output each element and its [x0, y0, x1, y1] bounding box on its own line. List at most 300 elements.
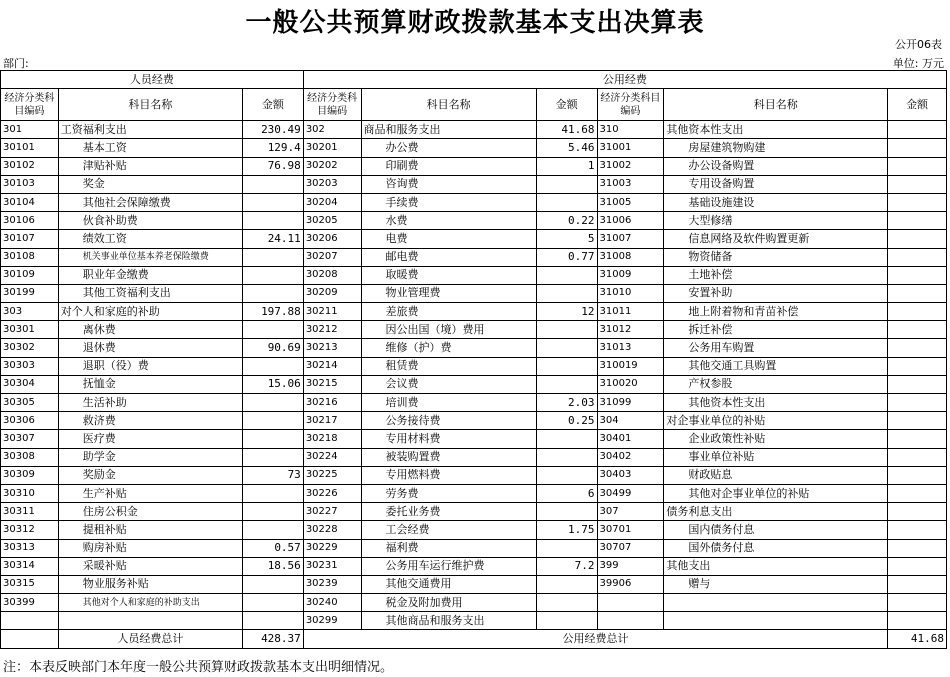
row-name: 对个人和家庭的补助	[58, 303, 242, 321]
row-code: 30302	[1, 339, 59, 357]
row-code: 30401	[597, 430, 664, 448]
table-row	[1, 503, 947, 521]
row-name: 手续费	[361, 193, 536, 211]
row-amount	[888, 594, 947, 612]
row-amount	[888, 284, 947, 302]
row-name: 公务用车运行维护费	[361, 557, 536, 575]
row-name: 伙食补助费	[58, 212, 242, 230]
footnote: 注：本表反映部门本年度一般公共预算财政拨款基本支出明细情况。	[3, 660, 394, 675]
row-amount	[888, 266, 947, 284]
row-name: 专用设备购置	[664, 175, 888, 193]
row-amount	[888, 430, 947, 448]
row-amount: 7.2	[536, 557, 597, 575]
col-code-2: 经济分类科目编码	[303, 89, 361, 121]
row-name: 物资储备	[664, 248, 888, 266]
row-code: 30305	[1, 394, 59, 412]
row-name: 住房公积金	[58, 503, 242, 521]
row-code: 30101	[1, 139, 59, 157]
row-name: 劳务费	[361, 484, 536, 502]
table-row	[1, 230, 947, 248]
row-name: 土地补偿	[664, 266, 888, 284]
row-amount	[888, 612, 947, 630]
col-name-3: 科目名称	[664, 89, 888, 121]
row-amount	[888, 521, 947, 539]
row-code: 30104	[1, 193, 59, 211]
col-amount-3: 金额	[888, 89, 947, 121]
row-amount	[888, 357, 947, 375]
row-name: 房屋建筑物购建	[664, 139, 888, 157]
row-amount: 24.11	[243, 230, 304, 248]
row-code: 31008	[597, 248, 664, 266]
row-amount	[888, 339, 947, 357]
row-amount: 1.75	[536, 521, 597, 539]
table-row	[1, 484, 947, 502]
row-code: 30239	[303, 575, 361, 593]
dept-row	[0, 52, 950, 70]
row-name: 公务用车购置	[664, 339, 888, 357]
row-amount	[888, 412, 947, 430]
row-code: 30108	[1, 248, 59, 266]
row-amount	[536, 284, 597, 302]
form-number: 公开06表	[895, 38, 942, 51]
row-amount	[243, 484, 304, 502]
row-amount	[888, 157, 947, 175]
row-code: 30218	[303, 430, 361, 448]
row-name: 抚恤金	[58, 375, 242, 393]
row-amount	[888, 303, 947, 321]
row-code: 310	[597, 121, 664, 139]
public-total-amount: 41.68	[888, 630, 947, 648]
row-name: 专用材料费	[361, 430, 536, 448]
row-code: 30199	[1, 284, 59, 302]
row-amount	[536, 175, 597, 193]
row-amount: 0.57	[243, 539, 304, 557]
row-code: 31002	[597, 157, 664, 175]
row-name: 电费	[361, 230, 536, 248]
row-code: 30228	[303, 521, 361, 539]
row-code: 30214	[303, 357, 361, 375]
row-amount: 230.49	[243, 121, 304, 139]
row-name: 水费	[361, 212, 536, 230]
table-row	[1, 430, 947, 448]
row-amount	[536, 321, 597, 339]
row-amount	[888, 175, 947, 193]
row-name: 办公设备购置	[664, 157, 888, 175]
row-amount: 197.88	[243, 303, 304, 321]
row-name: 地上附着物和青苗补偿	[664, 303, 888, 321]
row-amount: 1	[536, 157, 597, 175]
table-row	[1, 557, 947, 575]
table-row	[1, 466, 947, 484]
table-row	[1, 175, 947, 193]
row-name: 津贴补贴	[58, 157, 242, 175]
row-code: 30229	[303, 539, 361, 557]
row-name	[664, 594, 888, 612]
row-name: 取暖费	[361, 266, 536, 284]
row-amount	[536, 466, 597, 484]
row-name: 拆迁补偿	[664, 321, 888, 339]
row-name: 购房补贴	[58, 539, 242, 557]
row-name: 债务利息支出	[664, 503, 888, 521]
row-code: 30109	[1, 266, 59, 284]
row-amount: 2.03	[536, 394, 597, 412]
row-name: 其他对个人和家庭的补助支出	[58, 594, 242, 612]
row-code: 31012	[597, 321, 664, 339]
row-code: 30499	[597, 484, 664, 502]
row-amount: 6	[536, 484, 597, 502]
row-name: 大型修缮	[664, 212, 888, 230]
row-name: 提租补贴	[58, 521, 242, 539]
row-amount	[243, 212, 304, 230]
table-row	[1, 575, 947, 593]
table-row	[1, 193, 947, 211]
row-name: 事业单位补贴	[664, 448, 888, 466]
row-name: 安置补助	[664, 284, 888, 302]
row-code: 30701	[597, 521, 664, 539]
row-code: 30203	[303, 175, 361, 193]
row-code: 30227	[303, 503, 361, 521]
row-amount	[888, 557, 947, 575]
row-code: 30201	[303, 139, 361, 157]
row-amount	[243, 412, 304, 430]
row-name: 职业年金缴费	[58, 266, 242, 284]
row-code: 30312	[1, 521, 59, 539]
row-amount	[243, 521, 304, 539]
row-name: 赠与	[664, 575, 888, 593]
row-code: 31005	[597, 193, 664, 211]
row-amount	[536, 539, 597, 557]
row-amount	[536, 575, 597, 593]
row-amount: 76.98	[243, 157, 304, 175]
table-row	[1, 594, 947, 612]
row-amount: 15.06	[243, 375, 304, 393]
row-code: 30399	[1, 594, 59, 612]
row-name: 商品和服务支出	[361, 121, 536, 139]
row-code: 30304	[1, 375, 59, 393]
row-amount: 12	[536, 303, 597, 321]
column-header-row	[1, 89, 947, 121]
row-code: 310020	[597, 375, 664, 393]
row-amount	[243, 594, 304, 612]
table-row	[1, 375, 947, 393]
row-amount	[243, 248, 304, 266]
row-name: 退休费	[58, 339, 242, 357]
row-code	[1, 612, 59, 630]
row-code	[597, 594, 664, 612]
row-name: 助学金	[58, 448, 242, 466]
row-code: 310019	[597, 357, 664, 375]
row-name: 因公出国（境）费用	[361, 321, 536, 339]
row-code: 30212	[303, 321, 361, 339]
page-title: 一般公共预算财政拨款基本支出决算表	[245, 8, 705, 38]
row-name: 物业服务补贴	[58, 575, 242, 593]
row-code: 30313	[1, 539, 59, 557]
row-code: 30213	[303, 339, 361, 357]
row-amount	[243, 284, 304, 302]
row-code	[597, 612, 664, 630]
row-code: 30103	[1, 175, 59, 193]
row-code: 307	[597, 503, 664, 521]
row-amount	[243, 448, 304, 466]
row-amount	[536, 594, 597, 612]
row-name: 产权参股	[664, 375, 888, 393]
row-code: 30226	[303, 484, 361, 502]
row-code: 30311	[1, 503, 59, 521]
row-code: 301	[1, 121, 59, 139]
row-amount	[888, 230, 947, 248]
row-name: 办公费	[361, 139, 536, 157]
row-name: 公务接待费	[361, 412, 536, 430]
row-amount	[243, 503, 304, 521]
row-amount	[243, 321, 304, 339]
row-name: 救济费	[58, 412, 242, 430]
row-name: 离休费	[58, 321, 242, 339]
row-name: 生产补贴	[58, 484, 242, 502]
row-code: 304	[597, 412, 664, 430]
row-name: 其他交通费用	[361, 575, 536, 593]
row-amount	[243, 575, 304, 593]
row-amount	[536, 612, 597, 630]
row-amount: 0.25	[536, 412, 597, 430]
col-amount-1: 金额	[243, 89, 304, 121]
unit-label: 单位: 万元	[892, 57, 944, 70]
table-row	[1, 339, 947, 357]
section-personnel: 人员经费	[1, 71, 304, 89]
row-amount	[888, 321, 947, 339]
row-code: 31006	[597, 212, 664, 230]
row-code: 31099	[597, 394, 664, 412]
dept-label: 部门:	[3, 57, 29, 70]
row-code: 31003	[597, 175, 664, 193]
row-code: 302	[303, 121, 361, 139]
row-code: 30211	[303, 303, 361, 321]
row-amount	[888, 575, 947, 593]
row-name: 国外债务付息	[664, 539, 888, 557]
row-name: 信息网络及软件购置更新	[664, 230, 888, 248]
row-amount	[536, 357, 597, 375]
row-amount: 5	[536, 230, 597, 248]
row-code: 31007	[597, 230, 664, 248]
row-amount: 90.69	[243, 339, 304, 357]
row-amount: 73	[243, 466, 304, 484]
row-code: 30107	[1, 230, 59, 248]
row-name: 被装购置费	[361, 448, 536, 466]
table-row	[1, 248, 947, 266]
row-code: 30308	[1, 448, 59, 466]
row-name: 税金及附加费用	[361, 594, 536, 612]
row-amount	[536, 430, 597, 448]
row-amount	[888, 193, 947, 211]
row-code: 30208	[303, 266, 361, 284]
row-code: 31010	[597, 284, 664, 302]
row-code: 30204	[303, 193, 361, 211]
row-name: 基本工资	[58, 139, 242, 157]
col-amount-2: 金额	[536, 89, 597, 121]
row-name: 企业政策性补贴	[664, 430, 888, 448]
row-code: 30310	[1, 484, 59, 502]
row-name: 其他工资福利支出	[58, 284, 242, 302]
table-row	[1, 521, 947, 539]
row-code: 31009	[597, 266, 664, 284]
row-name: 基础设施建设	[664, 193, 888, 211]
row-amount	[243, 266, 304, 284]
row-name: 会议费	[361, 375, 536, 393]
row-code: 30707	[597, 539, 664, 557]
row-code: 30106	[1, 212, 59, 230]
row-name: 医疗费	[58, 430, 242, 448]
row-amount	[536, 375, 597, 393]
table-row	[1, 212, 947, 230]
row-amount	[243, 357, 304, 375]
row-code: 30402	[597, 448, 664, 466]
table-row	[1, 139, 947, 157]
row-name: 租赁费	[361, 357, 536, 375]
col-name-1: 科目名称	[58, 89, 242, 121]
row-code: 30206	[303, 230, 361, 248]
row-name: 其他资本性支出	[664, 121, 888, 139]
row-code: 30299	[303, 612, 361, 630]
row-name: 国内债务付息	[664, 521, 888, 539]
table-row	[1, 394, 947, 412]
row-code: 30216	[303, 394, 361, 412]
row-name: 维修（护）费	[361, 339, 536, 357]
table-row	[1, 321, 947, 339]
row-code: 30314	[1, 557, 59, 575]
row-code: 39906	[597, 575, 664, 593]
col-code-1: 经济分类科目编码	[1, 89, 59, 121]
row-amount	[536, 339, 597, 357]
row-code: 31011	[597, 303, 664, 321]
row-amount	[888, 484, 947, 502]
row-code: 30224	[303, 448, 361, 466]
row-amount	[888, 248, 947, 266]
row-amount: 0.77	[536, 248, 597, 266]
row-amount: 41.68	[536, 121, 597, 139]
row-name: 培训费	[361, 394, 536, 412]
row-name: 其他对企事业单位的补贴	[664, 484, 888, 502]
table-row	[1, 266, 947, 284]
row-code: 30225	[303, 466, 361, 484]
row-name: 财政贴息	[664, 466, 888, 484]
row-code: 30231	[303, 557, 361, 575]
col-name-2: 科目名称	[361, 89, 536, 121]
row-name: 其他交通工具购置	[664, 357, 888, 375]
row-amount	[536, 266, 597, 284]
row-name: 工资福利支出	[58, 121, 242, 139]
row-name: 奖励金	[58, 466, 242, 484]
row-code: 30202	[303, 157, 361, 175]
row-name	[58, 612, 242, 630]
row-amount	[243, 612, 304, 630]
row-name: 生活补助	[58, 394, 242, 412]
totals-row	[1, 630, 947, 648]
row-amount	[243, 394, 304, 412]
row-amount: 18.56	[243, 557, 304, 575]
row-amount	[243, 175, 304, 193]
row-amount	[888, 375, 947, 393]
row-code: 30102	[1, 157, 59, 175]
expenditure-table	[0, 70, 947, 649]
row-code: 30307	[1, 430, 59, 448]
row-code: 30315	[1, 575, 59, 593]
row-amount	[888, 121, 947, 139]
public-total-label: 公用经费总计	[303, 630, 887, 648]
row-code: 303	[1, 303, 59, 321]
row-name: 工会经费	[361, 521, 536, 539]
row-code: 30403	[597, 466, 664, 484]
row-name: 物业管理费	[361, 284, 536, 302]
row-code: 30217	[303, 412, 361, 430]
row-code: 30306	[1, 412, 59, 430]
row-name: 其他社会保障缴费	[58, 193, 242, 211]
row-code: 399	[597, 557, 664, 575]
row-code: 31013	[597, 339, 664, 357]
personnel-total-label: 人员经费总计	[58, 630, 242, 648]
row-name: 差旅费	[361, 303, 536, 321]
row-code: 31001	[597, 139, 664, 157]
table-row	[1, 357, 947, 375]
row-name: 绩效工资	[58, 230, 242, 248]
row-amount	[888, 466, 947, 484]
table-row	[1, 412, 947, 430]
row-name: 机关事业单位基本养老保险缴费	[58, 248, 242, 266]
row-code: 30240	[303, 594, 361, 612]
row-name: 退职（役）费	[58, 357, 242, 375]
row-code: 30301	[1, 321, 59, 339]
row-amount: 129.4	[243, 139, 304, 157]
row-amount	[243, 430, 304, 448]
row-amount	[888, 212, 947, 230]
row-name: 采暖补贴	[58, 557, 242, 575]
row-name: 咨询费	[361, 175, 536, 193]
table-row	[1, 303, 947, 321]
row-amount	[536, 448, 597, 466]
row-name: 委托业务费	[361, 503, 536, 521]
row-code: 30205	[303, 212, 361, 230]
row-amount: 0.22	[536, 212, 597, 230]
row-code: 30303	[1, 357, 59, 375]
row-amount	[888, 394, 947, 412]
row-code: 30207	[303, 248, 361, 266]
row-amount	[536, 503, 597, 521]
row-name: 其他商品和服务支出	[361, 612, 536, 630]
table-row	[1, 612, 947, 630]
row-name: 其他支出	[664, 557, 888, 575]
row-name: 其他资本性支出	[664, 394, 888, 412]
personnel-total-amount: 428.37	[243, 630, 304, 648]
row-name: 福利费	[361, 539, 536, 557]
row-code: 30215	[303, 375, 361, 393]
row-amount: 5.46	[536, 139, 597, 157]
row-amount	[888, 539, 947, 557]
row-amount	[243, 193, 304, 211]
row-code: 30309	[1, 466, 59, 484]
table-row	[1, 284, 947, 302]
table-row	[1, 121, 947, 139]
table-row	[1, 157, 947, 175]
table-row	[1, 539, 947, 557]
row-name: 对企事业单位的补贴	[664, 412, 888, 430]
row-name	[664, 612, 888, 630]
row-amount	[888, 503, 947, 521]
table-row	[1, 448, 947, 466]
row-code: 30209	[303, 284, 361, 302]
row-name: 邮电费	[361, 248, 536, 266]
section-header-row	[1, 71, 947, 89]
section-public: 公用经费	[303, 71, 946, 89]
row-name: 专用燃料费	[361, 466, 536, 484]
row-amount	[888, 139, 947, 157]
